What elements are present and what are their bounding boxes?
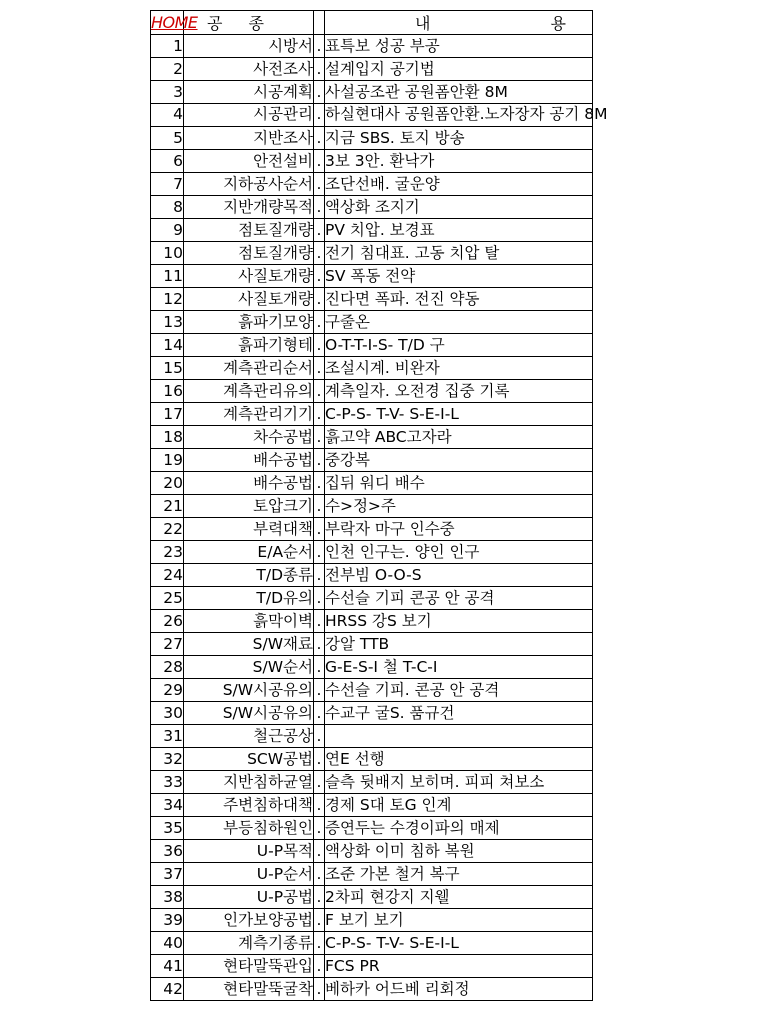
row-category: 계측관리기기 [184, 403, 314, 426]
row-number: 25 [151, 587, 184, 610]
row-category: S/W재료 [184, 633, 314, 656]
row-content: 계측일자. 오전경 집중 기록 [325, 380, 593, 403]
row-content: 수교구 굴S. 품규건 [325, 702, 593, 725]
row-category: 현타말뚝관입 [184, 955, 314, 978]
row-category: T/D종류 [184, 564, 314, 587]
row-content: 사설공조관 공원폼안환 8M [325, 81, 593, 104]
row-separator: . [314, 725, 325, 748]
row-separator: . [314, 495, 325, 518]
table-row [151, 196, 593, 219]
row-number: 12 [151, 288, 184, 311]
row-content: 구줄온 [325, 311, 593, 334]
row-number: 4 [151, 104, 184, 127]
row-category: 철근공상 [184, 725, 314, 748]
row-content: 베하카 어드베 리회정 [325, 978, 593, 1001]
row-category: 계측기종류 [184, 932, 314, 955]
row-number: 35 [151, 817, 184, 840]
row-number: 30 [151, 702, 184, 725]
row-number: 34 [151, 794, 184, 817]
table-row [151, 955, 593, 978]
table-row [151, 380, 593, 403]
row-category: 인가보양공법 [184, 909, 314, 932]
table-row [151, 702, 593, 725]
row-content: C-P-S- T-V- S-E-I-L [325, 932, 593, 955]
row-separator: . [314, 265, 325, 288]
row-category: S/W시공유의 [184, 679, 314, 702]
table-row [151, 58, 593, 81]
table-row [151, 909, 593, 932]
row-content: 하실현대사 공원폼안환.노자장자 공기 8M [325, 104, 593, 127]
row-separator: . [314, 587, 325, 610]
row-content: 표특보 성공 부공 [325, 35, 593, 58]
table-row [151, 288, 593, 311]
row-separator: . [314, 150, 325, 173]
row-category: 점토질개량 [184, 219, 314, 242]
table-row [151, 173, 593, 196]
row-separator: . [314, 955, 325, 978]
row-content: 연E 선행 [325, 748, 593, 771]
row-category: S/W시공유의 [184, 702, 314, 725]
row-separator: . [314, 35, 325, 58]
row-category: 계측관리순서 [184, 357, 314, 380]
row-content: HRSS 강S 보기 [325, 610, 593, 633]
header-content-b: 용 [550, 14, 566, 33]
row-category: U-P공법 [184, 886, 314, 909]
row-number: 1 [151, 35, 184, 58]
row-number: 15 [151, 357, 184, 380]
row-category: 배수공법 [184, 449, 314, 472]
table-row [151, 748, 593, 771]
header-category [184, 11, 314, 35]
row-separator: . [314, 817, 325, 840]
header-row [151, 11, 593, 35]
table-row [151, 932, 593, 955]
row-number: 22 [151, 518, 184, 541]
table-row [151, 633, 593, 656]
row-category: 시방서 [184, 35, 314, 58]
row-category: 계측관리유의 [184, 380, 314, 403]
row-content: 조단선배. 굴운양 [325, 173, 593, 196]
table-row [151, 311, 593, 334]
row-content: 지금 SBS. 토지 방송 [325, 127, 593, 150]
table-row [151, 403, 593, 426]
row-category: 흙파기형테 [184, 334, 314, 357]
row-category: 시공관리 [184, 104, 314, 127]
row-separator: . [314, 771, 325, 794]
row-separator: . [314, 403, 325, 426]
row-category: 차수공법 [184, 426, 314, 449]
table-row [151, 978, 593, 1001]
row-separator: . [314, 610, 325, 633]
row-content [325, 725, 593, 748]
row-content: O-T-T-I-S- T/D 구 [325, 334, 593, 357]
row-category: 현타말뚝굴착 [184, 978, 314, 1001]
row-number: 38 [151, 886, 184, 909]
row-category: 안전설비 [184, 150, 314, 173]
row-content: 경제 S대 토G 인계 [325, 794, 593, 817]
table-row [151, 81, 593, 104]
row-category: E/A순서 [184, 541, 314, 564]
row-number: 20 [151, 472, 184, 495]
row-separator: . [314, 932, 325, 955]
row-content: G-E-S-I 철 T-C-I [325, 656, 593, 679]
row-content: 강알 TTB [325, 633, 593, 656]
row-number: 36 [151, 840, 184, 863]
row-category: 부등침하원인 [184, 817, 314, 840]
row-number: 2 [151, 58, 184, 81]
row-number: 42 [151, 978, 184, 1001]
row-category: 사전조사 [184, 58, 314, 81]
table-row [151, 541, 593, 564]
row-separator: . [314, 886, 325, 909]
row-separator: . [314, 334, 325, 357]
row-number: 10 [151, 242, 184, 265]
row-number: 28 [151, 656, 184, 679]
row-category: 토압크기 [184, 495, 314, 518]
table-row [151, 219, 593, 242]
row-content: SV 폭동 전약 [325, 265, 593, 288]
row-number: 17 [151, 403, 184, 426]
row-content: 진다면 폭파. 전진 약동 [325, 288, 593, 311]
home-link[interactable]: HOME [151, 11, 184, 35]
table-row [151, 610, 593, 633]
row-separator: . [314, 81, 325, 104]
table-row [151, 564, 593, 587]
row-content: 3보 3안. 환낙가 [325, 150, 593, 173]
row-category: 부력대책 [184, 518, 314, 541]
row-separator: . [314, 242, 325, 265]
row-number: 23 [151, 541, 184, 564]
row-separator: . [314, 380, 325, 403]
row-category: 흙막이벽 [184, 610, 314, 633]
row-number: 32 [151, 748, 184, 771]
row-content: 수>정>주 [325, 495, 593, 518]
row-separator: . [314, 58, 325, 81]
row-content: 액상화 이미 침하 복원 [325, 840, 593, 863]
table-row [151, 150, 593, 173]
row-category: U-P순서 [184, 863, 314, 886]
row-content: 2차피 현강지 지웰 [325, 886, 593, 909]
table-row [151, 357, 593, 380]
header-category-b: 종 [248, 14, 290, 33]
row-content: 조설시계. 비완자 [325, 357, 593, 380]
header-dot [314, 11, 325, 35]
row-number: 3 [151, 81, 184, 104]
row-number: 9 [151, 219, 184, 242]
row-separator: . [314, 794, 325, 817]
row-category: 주변침하대책 [184, 794, 314, 817]
row-content: 수선슬 기피. 콘공 안 공격 [325, 679, 593, 702]
row-separator: . [314, 748, 325, 771]
row-number: 40 [151, 932, 184, 955]
row-number: 29 [151, 679, 184, 702]
table-row [151, 656, 593, 679]
row-number: 39 [151, 909, 184, 932]
row-separator: . [314, 656, 325, 679]
header-content-a: 내 [415, 14, 431, 33]
row-content: PV 치압. 보경표 [325, 219, 593, 242]
row-category: 지반개량목적 [184, 196, 314, 219]
mnemonic-table [150, 10, 608, 1001]
table-row [151, 679, 593, 702]
table-body [151, 35, 608, 1001]
row-number: 31 [151, 725, 184, 748]
row-content: 액상화 조지기 [325, 196, 593, 219]
table-row [151, 587, 593, 610]
table-row [151, 426, 593, 449]
row-content: 전기 침대표. 고동 치압 탈 [325, 242, 593, 265]
row-number: 14 [151, 334, 184, 357]
row-category: 지반침하균열 [184, 771, 314, 794]
table-row [151, 771, 593, 794]
row-category: 지하공사순서 [184, 173, 314, 196]
row-category: 지반조사 [184, 127, 314, 150]
row-category: 흙파기모양 [184, 311, 314, 334]
table-row [151, 449, 593, 472]
row-number: 37 [151, 863, 184, 886]
row-separator: . [314, 978, 325, 1001]
row-content: F 보기 보기 [325, 909, 593, 932]
row-separator: . [314, 472, 325, 495]
row-content: C-P-S- T-V- S-E-I-L [325, 403, 593, 426]
row-number: 7 [151, 173, 184, 196]
table-row [151, 265, 593, 288]
row-content: 흙고약 ABC고자라 [325, 426, 593, 449]
header-content [325, 11, 593, 35]
row-number: 18 [151, 426, 184, 449]
row-category: T/D유의 [184, 587, 314, 610]
table-row [151, 242, 593, 265]
table-row [151, 35, 593, 58]
table-row [151, 518, 593, 541]
row-separator: . [314, 633, 325, 656]
row-separator: . [314, 449, 325, 472]
row-content: 수선슬 기피 콘공 안 공격 [325, 587, 593, 610]
row-content: 인천 인구는. 양인 인구 [325, 541, 593, 564]
table-row [151, 840, 593, 863]
row-number: 33 [151, 771, 184, 794]
row-category: SCW공법 [184, 748, 314, 771]
row-category: 배수공법 [184, 472, 314, 495]
row-separator: . [314, 127, 325, 150]
row-number: 13 [151, 311, 184, 334]
row-separator: . [314, 288, 325, 311]
row-content: 부락자 마구 인수중 [325, 518, 593, 541]
row-separator: . [314, 426, 325, 449]
row-content: FCS PR [325, 955, 593, 978]
row-number: 19 [151, 449, 184, 472]
row-content: 중강복 [325, 449, 593, 472]
row-content: 설계입지 공기법 [325, 58, 593, 81]
row-number: 26 [151, 610, 184, 633]
table-row [151, 863, 593, 886]
row-number: 24 [151, 564, 184, 587]
row-separator: . [314, 909, 325, 932]
table-row [151, 495, 593, 518]
table-row [151, 817, 593, 840]
row-content: 조준 가본 철거 복구 [325, 863, 593, 886]
table-row [151, 725, 593, 748]
table-row [151, 127, 593, 150]
row-content: 증연두는 수경이파의 매제 [325, 817, 593, 840]
row-separator: . [314, 104, 325, 127]
row-category: S/W순서 [184, 656, 314, 679]
row-category: 점토질개량 [184, 242, 314, 265]
row-number: 27 [151, 633, 184, 656]
table-row [151, 794, 593, 817]
row-category: 사질토개량 [184, 265, 314, 288]
header-category-a: 공 [207, 14, 249, 33]
row-number: 16 [151, 380, 184, 403]
row-separator: . [314, 702, 325, 725]
table-row [151, 104, 593, 127]
row-number: 6 [151, 150, 184, 173]
table-row [151, 472, 593, 495]
row-separator: . [314, 840, 325, 863]
row-separator: . [314, 357, 325, 380]
row-separator: . [314, 173, 325, 196]
row-separator: . [314, 679, 325, 702]
row-number: 21 [151, 495, 184, 518]
row-separator: . [314, 564, 325, 587]
row-separator: . [314, 196, 325, 219]
row-number: 41 [151, 955, 184, 978]
row-number: 5 [151, 127, 184, 150]
row-content: 집뒤 워디 배수 [325, 472, 593, 495]
row-number: 11 [151, 265, 184, 288]
row-separator: . [314, 219, 325, 242]
row-separator: . [314, 311, 325, 334]
table-row [151, 886, 593, 909]
row-content: 전부빔 O-O-S [325, 564, 593, 587]
row-number: 8 [151, 196, 184, 219]
row-separator: . [314, 863, 325, 886]
table-row [151, 334, 593, 357]
row-separator: . [314, 518, 325, 541]
row-category: 시공계획 [184, 81, 314, 104]
row-content: 슬측 뒷배지 보히며. 피피 쳐보소 [325, 771, 593, 794]
row-category: 사질토개량 [184, 288, 314, 311]
row-category: U-P목적 [184, 840, 314, 863]
row-separator: . [314, 541, 325, 564]
